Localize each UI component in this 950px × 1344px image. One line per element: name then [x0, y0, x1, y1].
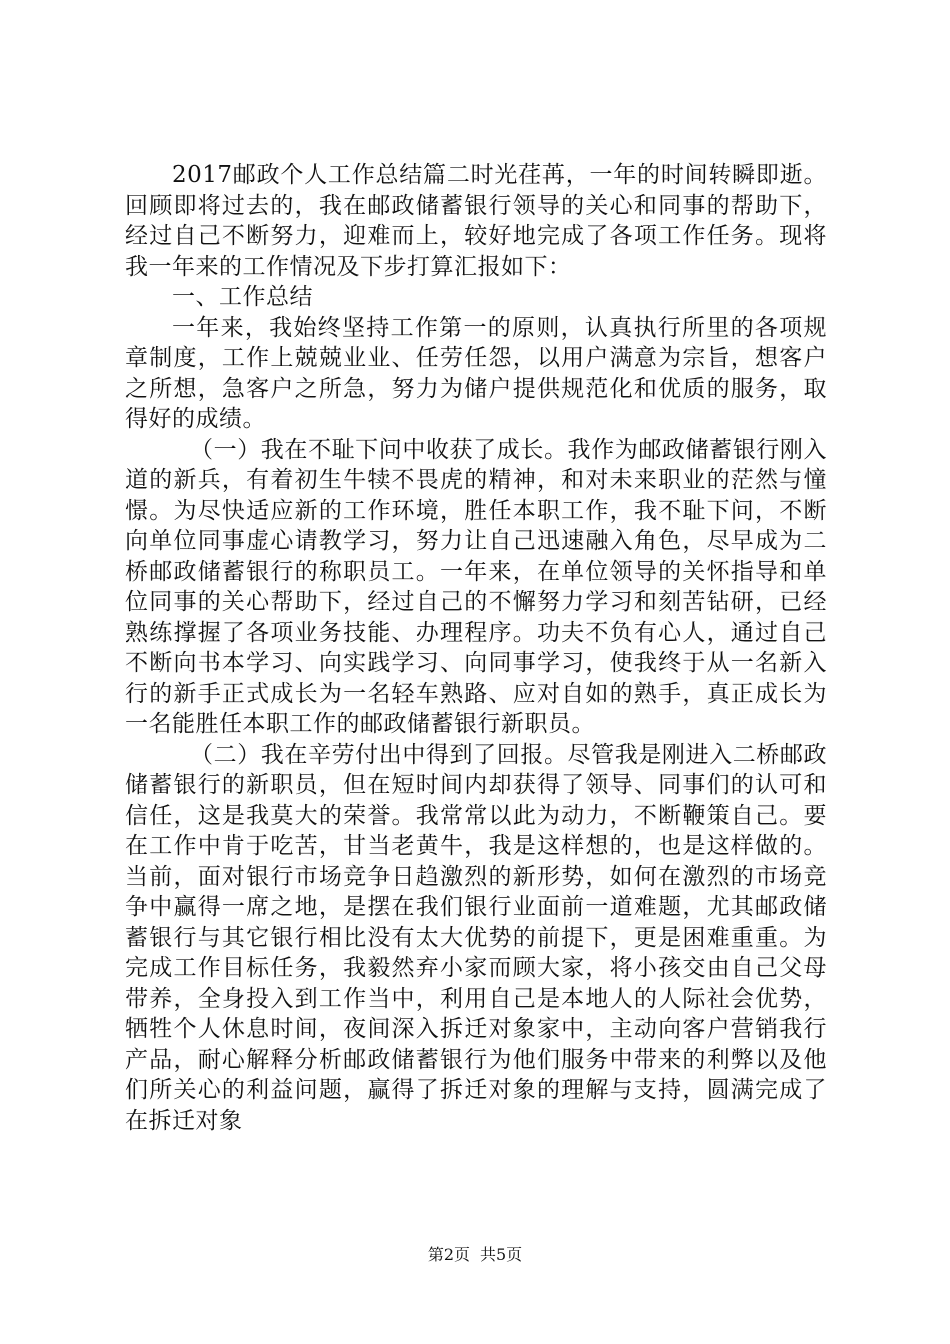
subsection-one-paragraph: （一）我在不耻下问中收获了成长。我作为邮政储蓄银行刚入道的新兵，有着初生牛犊不畏虎的精神，和对未来职业的茫然与憧憬。为尽快适应新的工作环境，胜任本职工作，我不耻下问，不断向单位同事虚心请教学习，努力让自己迅速融入角色，尽早成为二桥邮政储蓄银行的称职员工。一年来，在单位领导的关怀指导和单位同事的关心帮助下，经过自己的不懈努力学习和刻苦钻研，已经熟练撑握了各项业务技能、办理程序。功夫不负有心人，通过自己不断向书本学习、向实践学习、向同事学习，使我终于从一名新入行的新手正式成长为一名轻车熟路、应对自如的熟手，真正成长为一名能胜任本职工作的邮政储蓄银行新职员。 — [125, 436, 827, 737]
page-total: 共5页 — [480, 1245, 523, 1264]
page-number: 第2页 — [427, 1245, 470, 1264]
section-heading: 一、工作总结 — [172, 284, 313, 310]
intro-paragraph: 2017邮政个人工作总结篇二时光荏苒，一年的时间转瞬即逝。回顾即将过去的，我在邮政储蓄银行领导的关心和同事的帮助下，经过自己不断努力，迎难而上，较好地完成了各项工作任务。现将我一年来的工作情况及下步打算汇报如下： — [125, 162, 827, 280]
page-footer — [0, 1245, 950, 1265]
summary-paragraph: 一年来，我始终坚持工作第一的原则，认真执行所里的各项规章制度，工作上兢兢业业、任劳任怨，以用户满意为宗旨，想客户之所想，急客户之所急，努力为储户提供规范化和优质的服务，取得好的成绩。 — [125, 314, 827, 432]
document-body — [125, 160, 827, 1136]
subsection-two-paragraph: （二）我在辛劳付出中得到了回报。尽管我是刚进入二桥邮政储蓄银行的新职员，但在短时间内却获得了领导、同事们的认可和信任，这是我莫大的荣誉。我常常以此为动力，不断鞭策自己。要在工作中肯于吃苦，甘当老黄牛，我是这样想的，也是这样做的。当前，面对银行市场竞争日趋激烈的新形势，如何在激烈的市场竞争中赢得一席之地，是摆在我们银行业面前一道难题，尤其邮政储蓄银行与其它银行相比没有太大优势的前提下，更是困难重重。为完成工作目标任务，我毅然弃小家而顾大家，将小孩交由自己父母带养，全身投入到工作当中，利用自己是本地人的人际社会优势，牺牲个人休息时间，夜间深入拆迁对象家中，主动向客户营销我行产品，耐心解释分析邮政储蓄银行为他们服务中带来的利弊以及他们所关心的利益问题，赢得了拆迁对象的理解与支持，圆满完成了在拆迁对象 — [125, 741, 827, 1134]
